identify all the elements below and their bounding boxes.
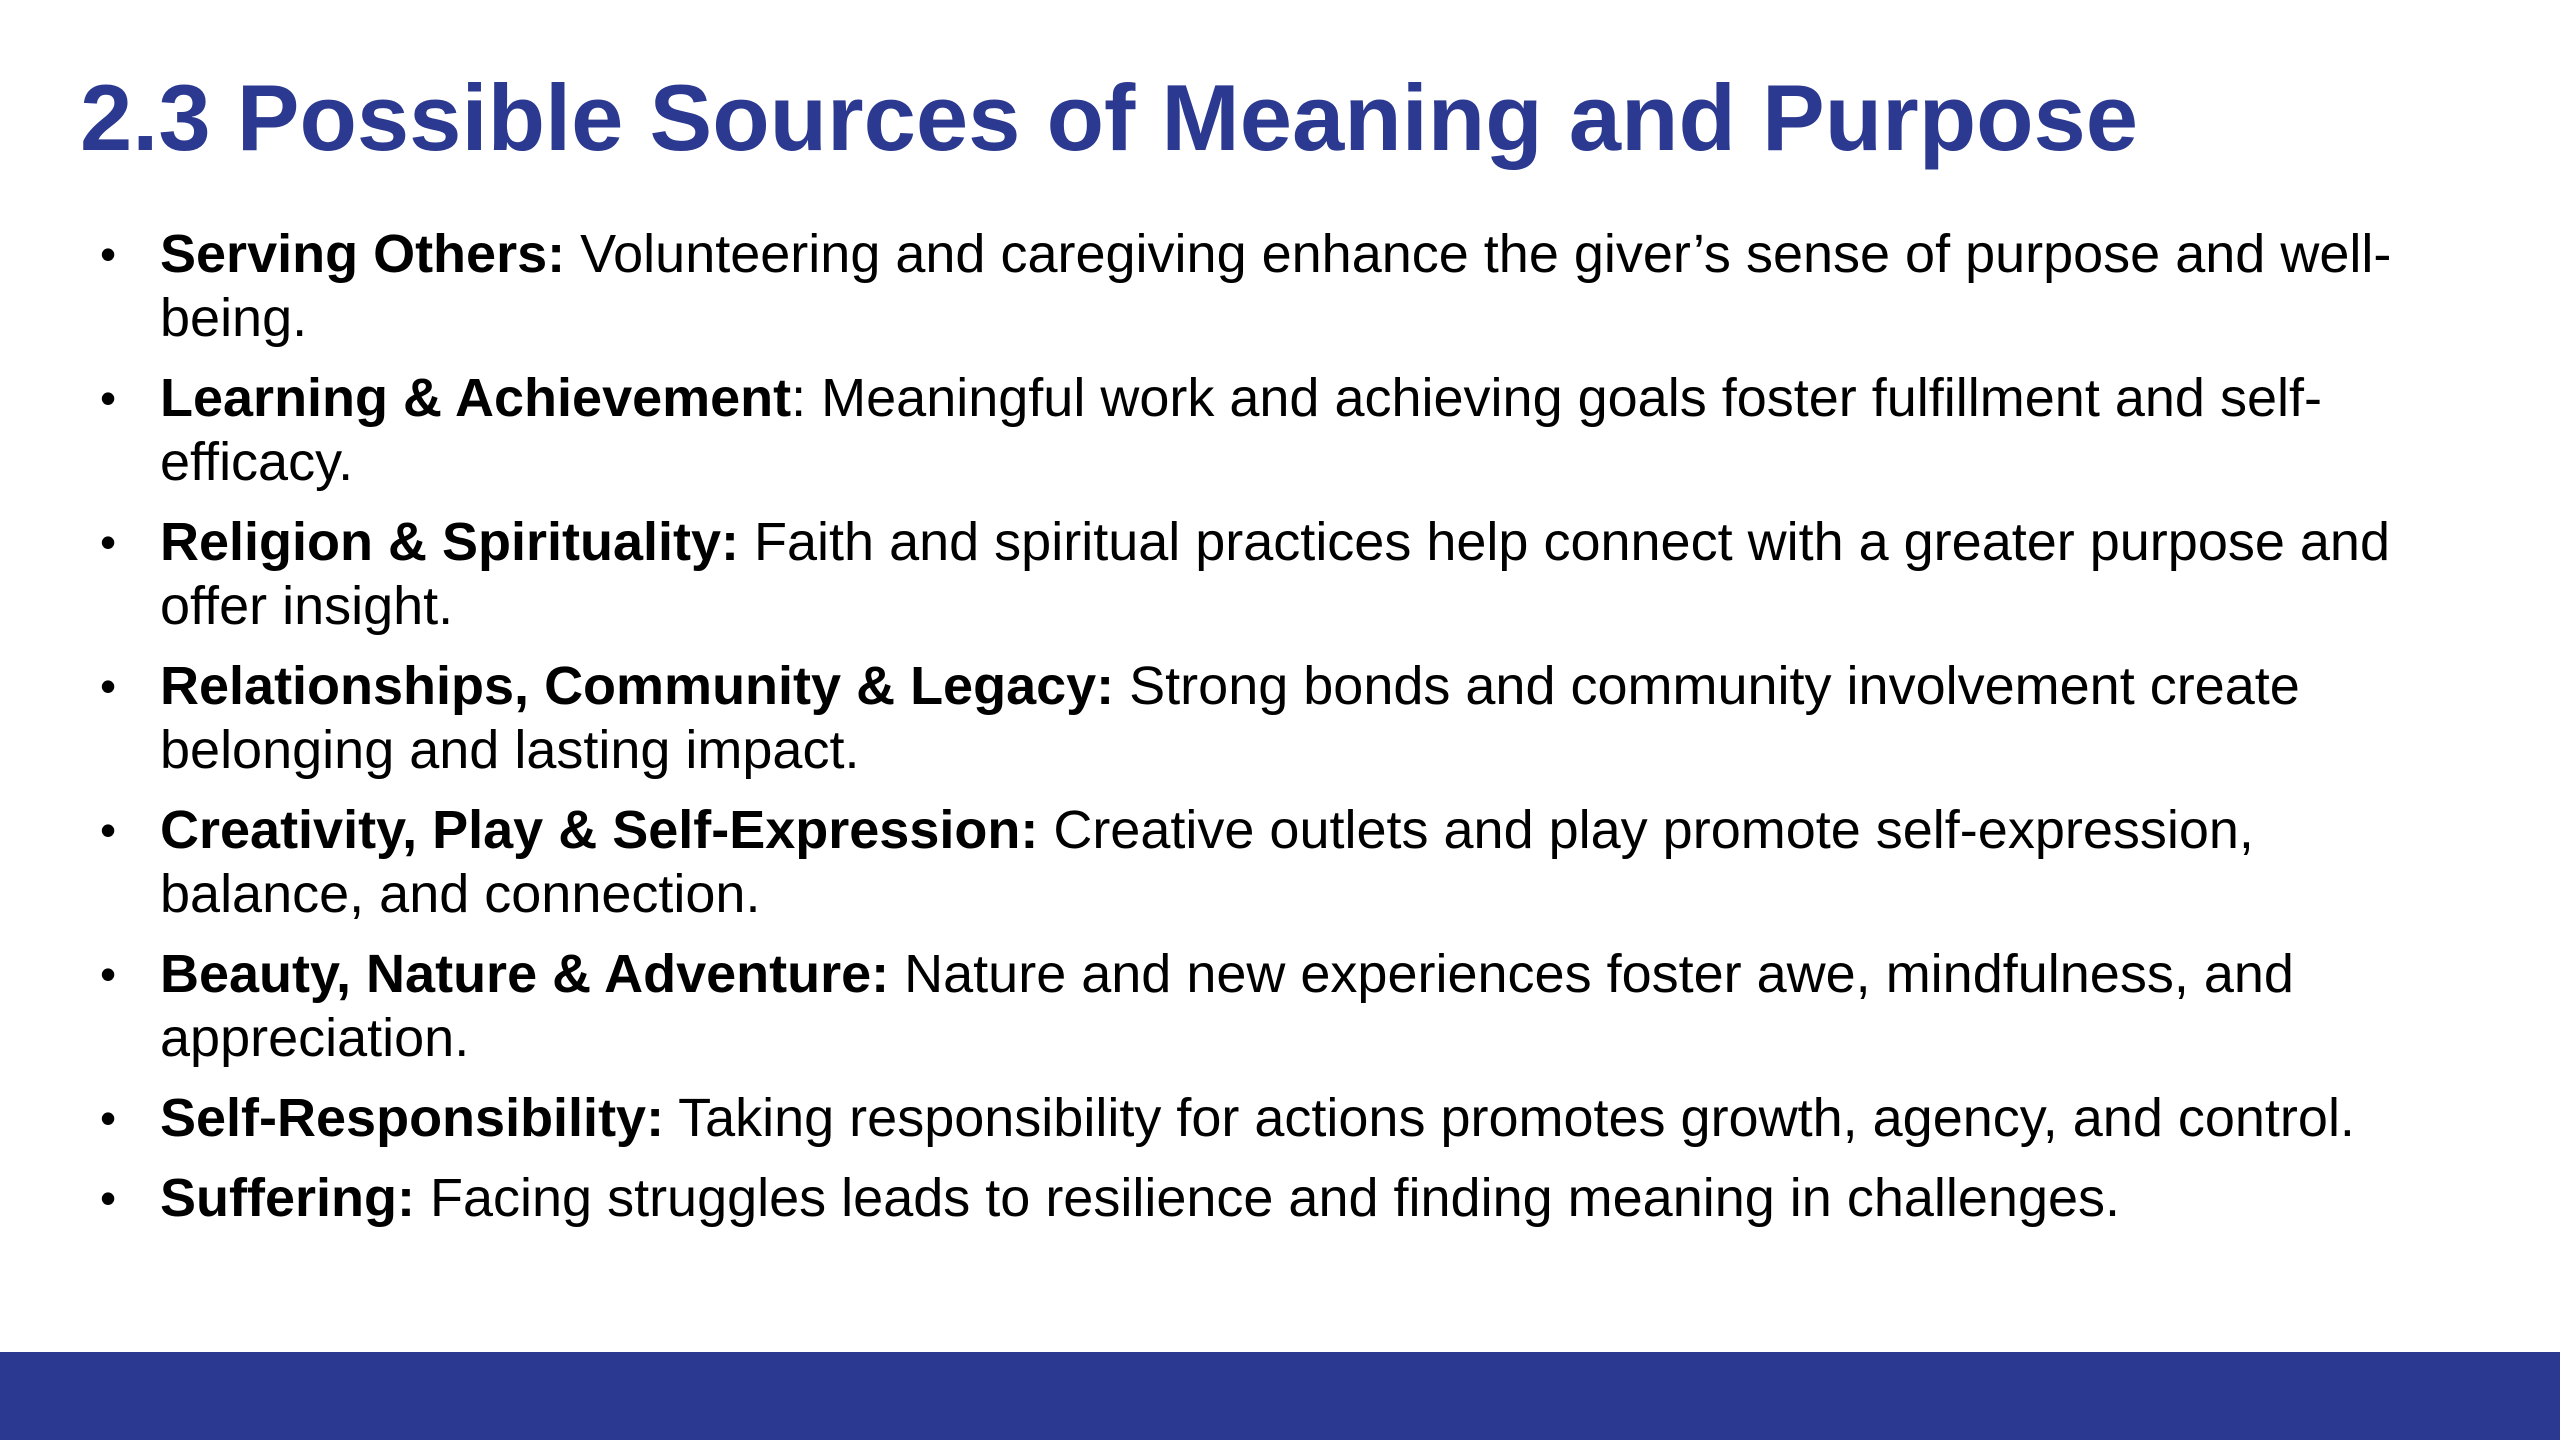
bullet-text: Strong bonds and community involvement create belonging and lasting impact. (160, 656, 2300, 780)
bullet-icon: • (99, 372, 117, 424)
list-item (0, 1166, 2460, 1230)
list-item (0, 222, 2460, 350)
bullet-icon: • (99, 1172, 117, 1224)
bullet-text: Taking responsibility for actions promotes growth, agency, and control. (664, 1088, 2355, 1148)
bullet-text: Volunteering and caregiving enhance the giver’s sense of purpose and well-being. (160, 224, 2392, 348)
bullet-term: Self-Responsibility: (160, 1088, 665, 1148)
bullet-term: Creativity, Play & Self-Expression: (160, 800, 1039, 860)
bullet-icon: • (99, 1092, 117, 1144)
list-item (0, 366, 2460, 494)
bullet-term: Religion & Spirituality: (160, 512, 740, 572)
bullet-icon: • (99, 660, 117, 712)
footer-band (0, 1352, 2560, 1440)
bullet-term: Suffering: (160, 1168, 415, 1228)
bullet-text: Facing struggles leads to resilience and finding meaning in challenges. (414, 1168, 2121, 1228)
bullet-list (0, 222, 2460, 1246)
list-item (0, 510, 2460, 638)
bullet-text: Creative outlets and play promote self-expression, balance, and connection. (160, 800, 2254, 924)
list-item (0, 1086, 2460, 1150)
bullet-text: : Meaningful work and achieving goals foster fulfillment and self-efficacy. (160, 368, 2322, 492)
bullet-icon: • (99, 516, 117, 568)
bullet-text: Faith and spiritual practices help connect with a greater purpose and offer insight. (160, 512, 2390, 636)
bullet-icon: • (99, 804, 117, 856)
list-item (0, 942, 2460, 1070)
bullet-term: Learning & Achievement (160, 368, 792, 428)
list-item (0, 654, 2460, 782)
bullet-term: Beauty, Nature & Adventure: (160, 944, 890, 1004)
bullet-text: Nature and new experiences foster awe, mindfulness, and appreciation. (160, 944, 2294, 1068)
bullet-icon: • (99, 228, 117, 280)
slide-title: 2.3 Possible Sources of Meaning and Purpose (80, 65, 2139, 170)
list-item (0, 798, 2460, 926)
bullet-term: Serving Others: (160, 224, 566, 284)
bullet-term: Relationships, Community & Legacy: (160, 656, 1115, 716)
bullet-icon: • (99, 948, 117, 1000)
